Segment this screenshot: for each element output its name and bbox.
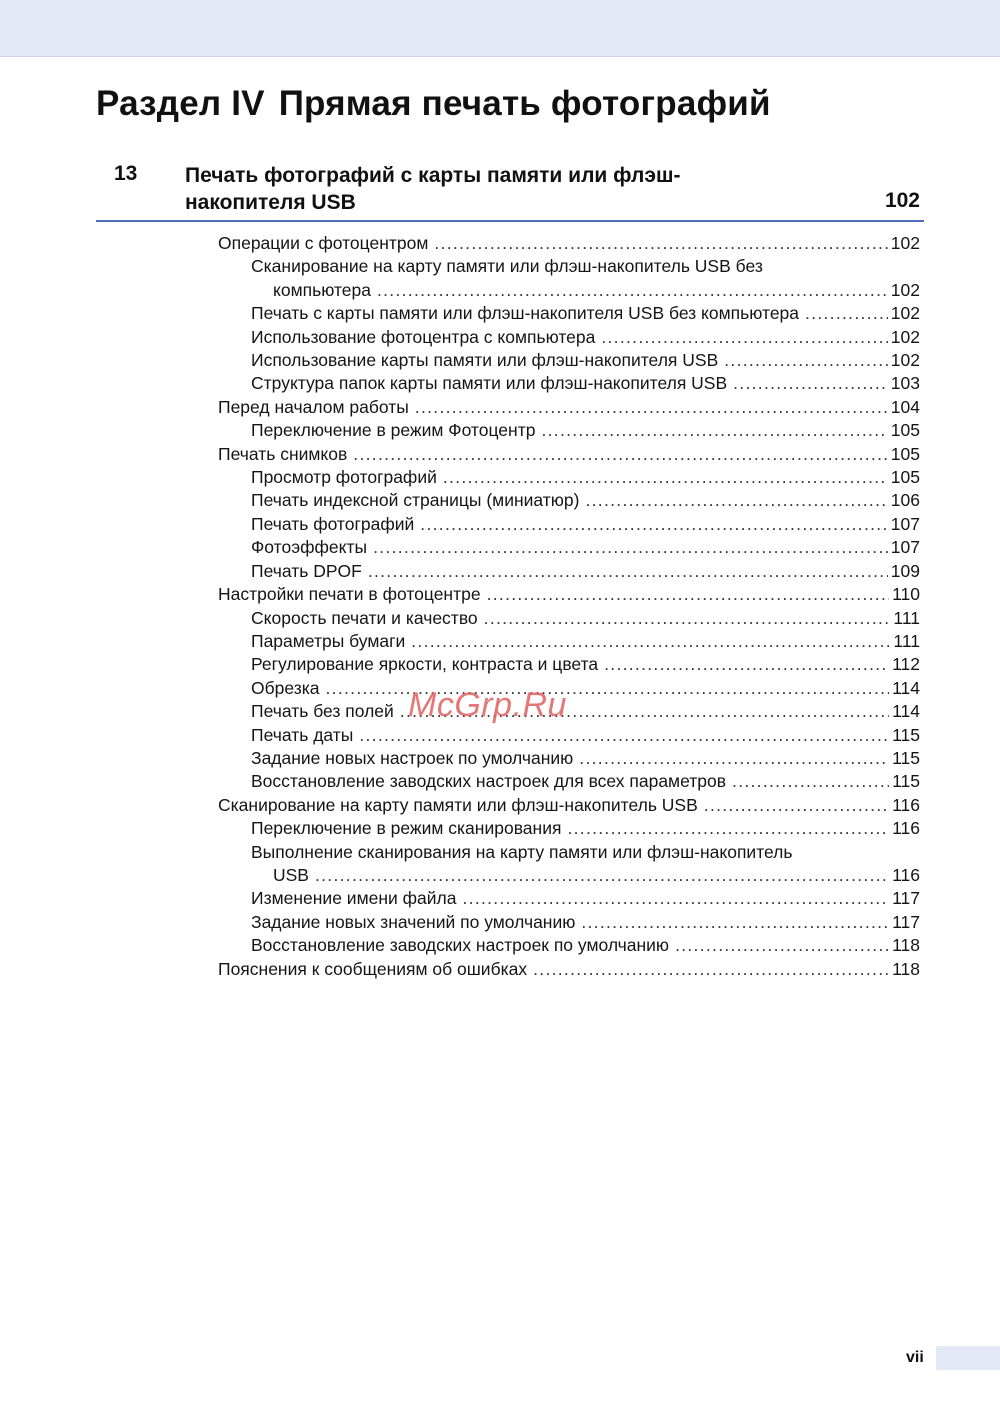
chapter-heading[interactable] <box>96 160 924 222</box>
dot-leader <box>541 419 887 442</box>
dot-leader <box>420 513 888 536</box>
section-label: Раздел IV <box>96 84 265 123</box>
toc-entry-page: 116 <box>892 794 920 815</box>
toc-entry-page: 106 <box>890 490 920 511</box>
toc-entry[interactable] <box>251 724 920 747</box>
toc-entry[interactable] <box>251 372 920 395</box>
toc-entry[interactable] <box>218 958 920 981</box>
toc-entry-page: 104 <box>890 396 920 417</box>
dot-leader <box>604 653 889 676</box>
toc-entry-page: 115 <box>892 747 920 768</box>
dot-leader <box>443 466 888 489</box>
toc-entry[interactable] <box>251 302 920 325</box>
toc-entry-page: 118 <box>892 935 920 956</box>
page-corner-tab <box>936 1346 1000 1370</box>
dot-leader <box>484 607 891 630</box>
toc-entry-page: 105 <box>890 467 920 488</box>
toc-entry[interactable] <box>218 583 920 606</box>
toc-entry[interactable] <box>251 536 920 559</box>
toc-entry-page: 102 <box>890 233 920 253</box>
toc-entry[interactable] <box>251 349 920 372</box>
toc-entry-text: Печать фотографий <box>251 513 415 534</box>
dot-leader <box>315 864 889 887</box>
toc-entry[interactable] <box>218 794 920 817</box>
toc-entry-text: Задание новых значений по умолчанию <box>251 911 576 932</box>
toc-entry-text-continued: компьютера <box>273 279 371 300</box>
section-title <box>96 84 771 124</box>
toc-entry-text: Просмотр фотографий <box>251 467 437 488</box>
dot-leader <box>675 934 889 957</box>
toc-entry[interactable] <box>251 887 920 910</box>
toc-entry[interactable] <box>251 560 920 583</box>
dot-leader <box>579 747 889 770</box>
toc-entry[interactable] <box>218 232 920 255</box>
toc-entry-page: 105 <box>890 443 920 464</box>
dot-leader <box>732 770 889 793</box>
toc-entry-text: Параметры бумаги <box>251 630 406 651</box>
toc-entry-page: 109 <box>890 560 920 581</box>
toc-entry-text: Печать снимков <box>218 443 348 464</box>
toc-entry-page: 102 <box>890 303 920 324</box>
section-name: Прямая печать фотографий <box>278 84 771 123</box>
toc-entry-page: 114 <box>892 677 920 698</box>
toc-entry-text: Сканирование на карту памяти или флэш-накопитель USB без <box>251 256 763 277</box>
toc-entry-page: 107 <box>890 513 920 534</box>
chapter-title: Печать фотографий с карты памяти или флэш-накопителя USB <box>185 164 681 214</box>
toc-entry[interactable] <box>251 489 920 512</box>
toc-entry[interactable] <box>251 677 920 700</box>
toc-entry-text: Печать индексной страницы (миниатюр) <box>251 490 580 511</box>
toc-entry-text: Фотоэффекты <box>251 537 368 558</box>
toc-entry-page: 102 <box>890 279 920 300</box>
toc-entry-text: Регулирование яркости, контраста и цвета <box>251 654 599 675</box>
toc-entry-text: Изменение имени файла <box>251 888 457 909</box>
dot-leader <box>377 279 888 302</box>
toc-entry-text: Печать даты <box>251 724 354 745</box>
dot-leader <box>359 724 889 747</box>
watermark: McGrp.Ru <box>408 686 567 724</box>
toc-entry-page: 103 <box>890 373 920 394</box>
toc-entry[interactable] <box>251 911 920 934</box>
dot-leader <box>724 349 888 372</box>
toc-entry[interactable] <box>251 841 920 888</box>
toc-entry[interactable] <box>251 700 920 723</box>
toc-entry-page: 115 <box>892 724 920 745</box>
toc-entry-text: Печать DPOF <box>251 560 362 581</box>
dot-leader <box>585 489 887 512</box>
toc-entry-text: Переключение в режим сканирования <box>251 818 562 839</box>
toc-entry-page: 117 <box>892 888 920 909</box>
toc-entry-page: 112 <box>892 654 920 675</box>
toc-entry-page: 107 <box>890 537 920 558</box>
toc-entry[interactable] <box>251 513 920 536</box>
toc-entry-page: 102 <box>890 326 920 347</box>
dot-leader <box>533 958 889 981</box>
toc-entry-page: 105 <box>890 420 920 441</box>
toc-entry[interactable] <box>251 817 920 840</box>
toc-entry-text-continued: USB <box>273 864 309 885</box>
toc-entry-page: 110 <box>892 584 920 605</box>
toc-entry[interactable] <box>251 326 920 349</box>
toc-entry[interactable] <box>218 396 920 419</box>
toc-entry-page: 116 <box>892 864 920 885</box>
dot-leader <box>805 302 888 325</box>
toc-entry-page: 111 <box>893 630 920 651</box>
toc-entry-text: Структура папок карты памяти или флэш-накопителя USB <box>251 373 728 394</box>
dot-leader <box>567 817 889 840</box>
toc-list <box>0 232 1000 981</box>
toc-entry-text: Пояснения к сообщениям об ошибках <box>218 958 528 979</box>
toc-entry-page: 114 <box>892 701 920 722</box>
chapter-page: 102 <box>884 189 920 212</box>
toc-entry[interactable] <box>251 630 920 653</box>
dot-leader <box>373 536 888 559</box>
toc-entry[interactable] <box>251 255 920 302</box>
toc-entry[interactable] <box>251 419 920 442</box>
toc-entry[interactable] <box>218 443 920 466</box>
toc-entry-page: 115 <box>892 771 920 792</box>
toc-entry[interactable] <box>251 747 920 770</box>
chapter-number: 13 <box>114 162 138 185</box>
dot-leader <box>601 326 887 349</box>
toc-entry-page: 111 <box>893 607 920 628</box>
dot-leader <box>434 232 887 255</box>
dot-leader <box>733 372 888 395</box>
toc-entry-text: Сканирование на карту памяти или флэш-накопитель USB <box>218 794 698 815</box>
toc-entry-text: Перед началом работы <box>218 396 409 417</box>
toc-entry-page: 116 <box>892 818 920 839</box>
dot-leader <box>415 396 888 419</box>
toc-entry-text: Печать с карты памяти или флэш-накопителя USB без компьютера <box>251 303 800 324</box>
toc-entry-page: 117 <box>892 911 920 932</box>
page-number: vii <box>906 1349 924 1366</box>
toc-entry-text: Восстановление заводских настроек по умолчанию <box>251 935 670 956</box>
header-band <box>0 0 1000 57</box>
toc-entry-text: Операции с фотоцентром <box>218 233 429 253</box>
toc-entry-text: Обрезка <box>251 677 320 698</box>
toc-entry-text: Использование фотоцентра с компьютера <box>251 326 596 347</box>
toc-entry-text: Выполнение сканирования на карту памяти или флэш-накопитель <box>251 841 793 862</box>
toc-entry-text: Восстановление заводских настроек для всех параметров <box>251 771 727 792</box>
toc-entry-text: Использование карты памяти или флэш-накопителя USB <box>251 350 719 371</box>
dot-leader <box>463 887 890 910</box>
dot-leader <box>487 583 890 606</box>
toc-entry[interactable] <box>251 607 920 630</box>
dot-leader <box>581 911 889 934</box>
toc-entry-text: Скорость печати и качество <box>251 607 478 628</box>
toc-entry-text: Печать без полей <box>251 701 394 722</box>
toc-entry-page: 102 <box>890 350 920 371</box>
toc-entry[interactable] <box>251 653 920 676</box>
toc-entry[interactable] <box>251 934 920 957</box>
toc-entry-text: Переключение в режим Фотоцентр <box>251 420 536 441</box>
toc-entry-text: Задание новых настроек по умолчанию <box>251 747 574 768</box>
toc-entry-page: 118 <box>892 958 920 979</box>
toc-entry[interactable] <box>251 466 920 489</box>
toc-entry[interactable] <box>251 770 920 793</box>
dot-leader <box>704 794 889 817</box>
dot-leader <box>353 443 888 466</box>
toc-entry-text: Настройки печати в фотоцентре <box>218 584 481 605</box>
dot-leader <box>411 630 890 653</box>
dot-leader <box>368 560 888 583</box>
